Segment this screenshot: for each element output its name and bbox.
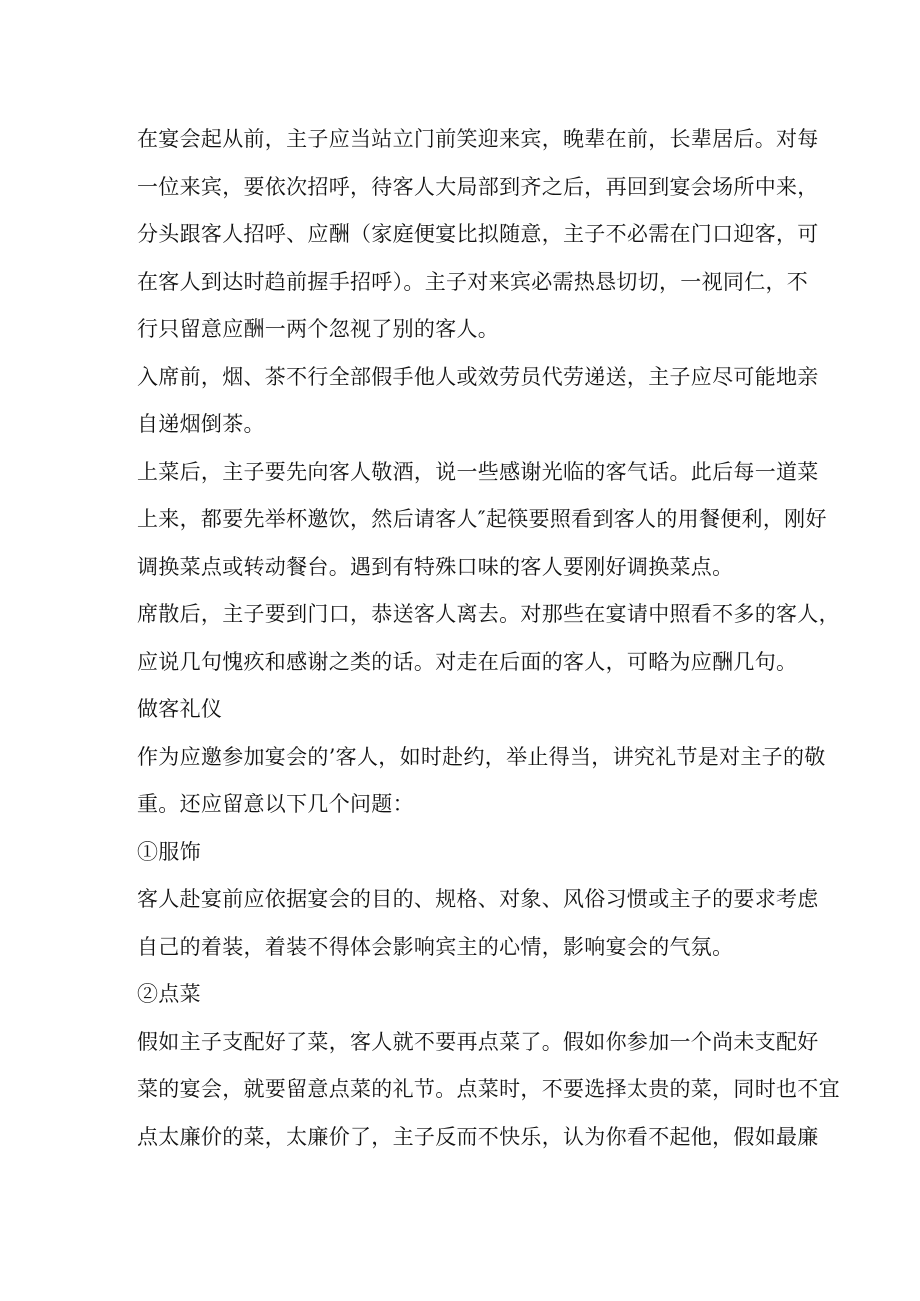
text-line: 调换菜点或转动餐台。遇到有特殊口味的客人要刚好调换菜点。: [137, 554, 734, 579]
text-line: 重。还应留意以下几个问题：: [137, 792, 414, 816]
text-line: 分头跟客人招呼、应酬（家庭便宴比拟随意，主子不必需在门口迎客，可: [137, 222, 819, 246]
text-line: 自己的着装，着装不得体会影响宾主的心情，影响宴会的气氛。: [137, 934, 734, 959]
text-line: 在客人到达时趋前握手招呼）。主子对来宾必需热恳切切，一视同仁，不: [137, 269, 809, 294]
text-line: 点太廉价的菜，太廉价了，主子反而不快乐，认为你看不起他，假如最廉: [137, 1124, 819, 1149]
text-line: 上来，都要先举杯邀饮，然后请客人″起筷要照看到客人的用餐便利，刚好: [137, 507, 827, 531]
section-heading: 做客礼仪: [137, 697, 223, 721]
text-line: 在宴会起从前，主子应当站立门前笑迎来宾，晚辈在前，长辈居后。对每: [137, 127, 819, 151]
text-line: 入席前，烟、茶不行全部假手他人或效劳员代劳递送，主子应尽可能地亲: [137, 364, 819, 389]
text-line: 客人赴宴前应依据宴会的目的、规格、对象、风俗习惯或主子的要求考虑: [137, 887, 819, 911]
document-body: [137, 116, 840, 1161]
text-line: 席散后，主子要到门口，恭送客人离去。对那些在宴请中照看不多的客人，: [137, 602, 840, 626]
text-line: 作为应邀参加宴会的’客人，如时赴约，举止得当，讲究礼节是对主子的敬: [137, 744, 826, 769]
text-line: 行只留意应酬一两个忽视了别的客人。: [137, 317, 500, 341]
text-line: 上菜后，主子要先向客人敬酒，说一些感谢光临的客气话。此后每一道菜: [137, 459, 819, 484]
text-line: 假如主子支配好了菜，客人就不要再点菜了。假如你参加一个尚未支配好: [137, 1029, 819, 1054]
text-line: 一位来宾，要依次招呼，待客人大局部到齐之后，再回到宴会场所中来，: [137, 174, 819, 199]
text-line: 应说几句愧疚和感谢之类的话。对走在后面的客人，可略为应酬几句。: [137, 649, 798, 674]
text-line: 菜的宴会，就要留意点菜的礼节。点菜时，不要选择太贵的菜，同时也不宜: [137, 1077, 840, 1101]
subsection-heading: ②点菜: [137, 982, 201, 1006]
text-line: 自递烟倒茶。: [137, 412, 265, 436]
subsection-heading: ①服饰: [137, 839, 201, 864]
